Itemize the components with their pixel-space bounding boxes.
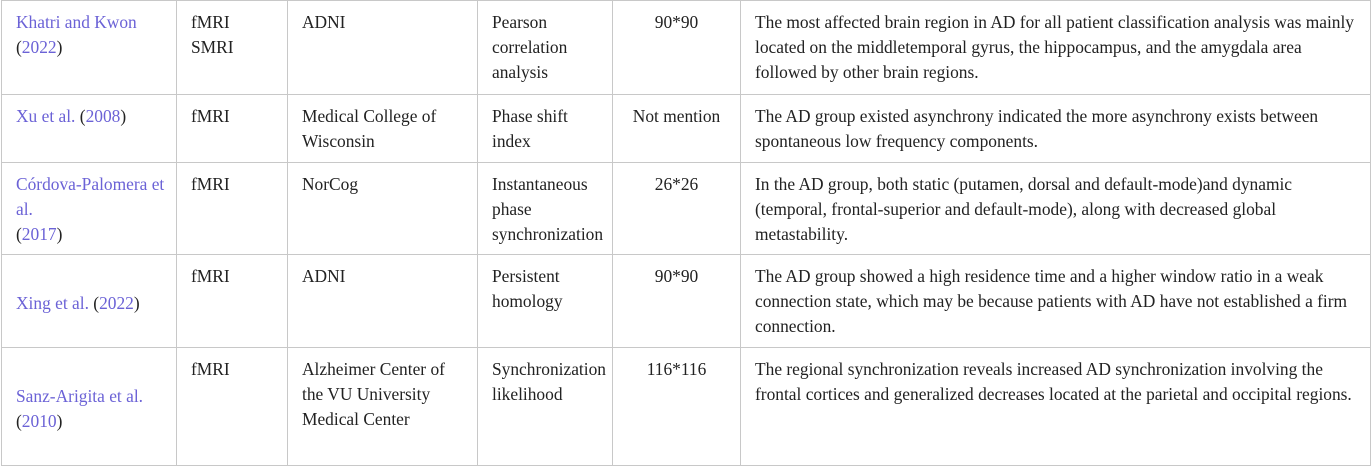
matrix-size-value: 26*26 — [654, 174, 699, 194]
modality-value: fMRI — [191, 174, 230, 194]
modality-value: fMRI — [191, 12, 230, 32]
matrix-size-cell — [613, 163, 741, 255]
dataset-value: Alzheimer Center of the VU University Medical Center — [302, 359, 445, 429]
modality-cell — [177, 95, 288, 163]
author-cell: Córdova-Palomera et al. (2017) — [2, 163, 177, 255]
author-cell: Xing et al. (2022) — [2, 255, 177, 348]
year-link[interactable]: 2022 — [21, 37, 57, 57]
dataset-cell — [288, 255, 478, 348]
author-cell: Sanz-Arigita et al. (2010) — [2, 348, 177, 466]
modality-value: fMRI — [191, 359, 230, 379]
finding-value: The AD group existed asynchrony indicated the more asynchrony exists between spontaneous low frequency components. — [755, 106, 1319, 151]
dataset-cell — [288, 95, 478, 163]
literature-table — [1, 0, 1371, 466]
matrix-size-value: 90*90 — [654, 12, 699, 32]
year-link[interactable]: 2010 — [21, 410, 57, 431]
dataset-cell — [288, 163, 478, 255]
method-value: Persistent homology — [492, 266, 563, 311]
matrix-size-value: 90*90 — [654, 266, 699, 286]
author-cell: Khatri and Kwon (2022) — [2, 1, 177, 95]
modality-value: fMRI — [191, 106, 230, 126]
method-value: Instantaneous phase synchronization — [492, 174, 604, 244]
author-link[interactable]: Xu et al. — [16, 106, 76, 126]
year-link[interactable]: 2017 — [21, 224, 57, 244]
modality-cell — [177, 348, 288, 466]
finding-value: The regional synchronization reveals increased AD synchronization involving the frontal cortices and generalized decreases located at the parietal and occipital regions. — [755, 359, 1352, 404]
method-cell — [478, 255, 613, 348]
dataset-cell — [288, 348, 478, 466]
method-value: Phase shift index — [492, 106, 568, 151]
method-cell — [478, 348, 613, 466]
author-link[interactable]: Córdova-Palomera et al. — [16, 174, 165, 219]
table-row — [2, 163, 1371, 255]
finding-value: In the AD group, both static (putamen, dorsal and default-mode)and dynamic (temporal, frontal-superior and default-mode), along with decreased global metastability. — [755, 174, 1293, 244]
author-link[interactable]: Sanz-Arigita et al. — [16, 385, 143, 406]
modality-cell — [177, 255, 288, 348]
dataset-value: ADNI — [302, 12, 346, 32]
author-cell: Xu et al. (2008) — [2, 95, 177, 163]
table-row — [2, 95, 1371, 163]
matrix-size-cell — [613, 348, 741, 466]
finding-cell — [741, 1, 1371, 95]
method-value: Synchronization likelihood — [492, 359, 606, 404]
dataset-value: Medical College of Wisconsin — [302, 106, 437, 151]
matrix-size-value: 116*116 — [646, 359, 707, 379]
finding-cell — [741, 348, 1371, 466]
matrix-size-cell — [613, 1, 741, 95]
year-link[interactable]: 2022 — [99, 292, 134, 313]
matrix-size-value: Not mention — [632, 106, 721, 126]
method-cell — [478, 95, 613, 163]
method-value: Pearson correlation analysis — [492, 12, 568, 82]
finding-cell — [741, 255, 1371, 348]
year-link[interactable]: 2008 — [85, 106, 121, 126]
dataset-value: ADNI — [302, 266, 346, 286]
modality-value: SMRI — [191, 37, 234, 57]
modality-value: fMRI — [191, 266, 230, 286]
finding-value: The AD group showed a high residence time and a higher window ratio in a weak connection state, which may be because patients with AD have not established a firm connection. — [755, 266, 1348, 336]
dataset-value: NorCog — [302, 174, 359, 194]
author-link[interactable]: Khatri and Kwon — [16, 12, 137, 32]
method-cell — [478, 163, 613, 255]
dataset-cell — [288, 1, 478, 95]
matrix-size-cell — [613, 255, 741, 348]
modality-cell — [177, 1, 288, 95]
method-cell — [478, 1, 613, 95]
table-row — [2, 1, 1371, 95]
matrix-size-cell — [613, 95, 741, 163]
finding-cell — [741, 163, 1371, 255]
author-link[interactable]: Xing et al. — [16, 292, 89, 313]
modality-cell — [177, 163, 288, 255]
table-row — [2, 348, 1371, 466]
finding-cell — [741, 95, 1371, 163]
table-row — [2, 255, 1371, 348]
finding-value: The most affected brain region in AD for all patient classification analysis was mainly located on the middletemporal gyrus, the hippocampus, and the amygdala area followed by other brain regions. — [755, 12, 1354, 82]
